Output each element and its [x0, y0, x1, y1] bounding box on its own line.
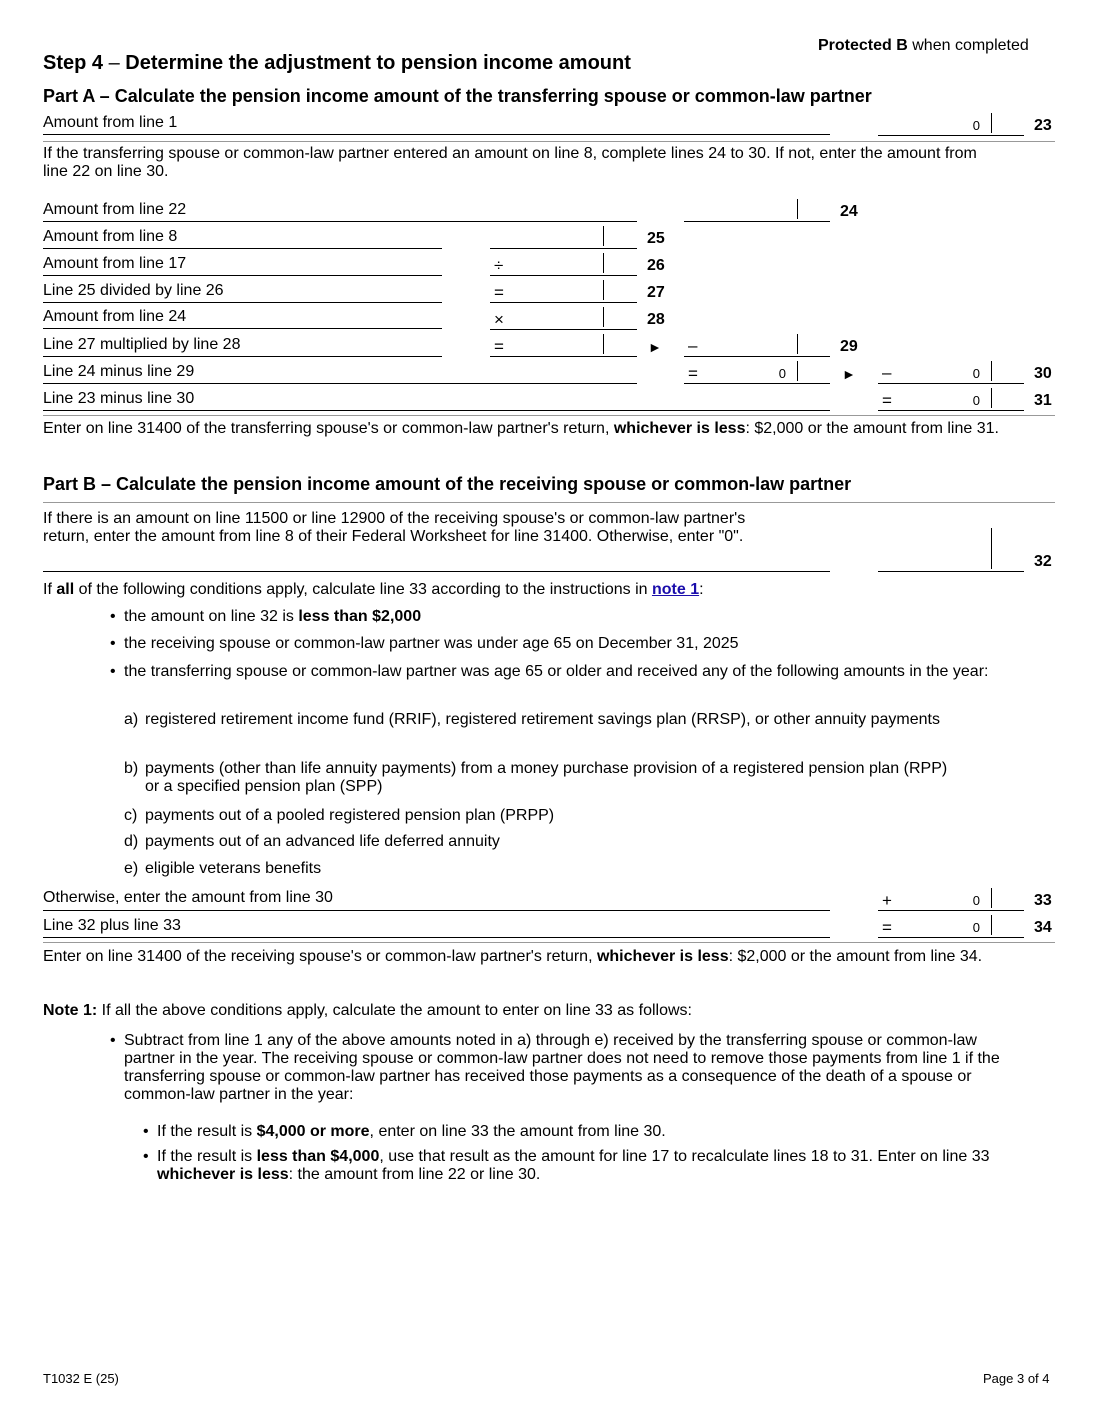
multiply-operator: ×	[494, 310, 504, 329]
line25-number: 25	[647, 230, 665, 247]
line34-field[interactable]: 0	[878, 915, 992, 938]
line32-cents-rule	[992, 571, 1024, 572]
line25-cents-rule	[604, 248, 637, 249]
line26-rule	[43, 275, 442, 276]
line34-number: 34	[1034, 919, 1052, 936]
line32-field[interactable]	[878, 528, 992, 572]
line29-rule	[43, 356, 442, 357]
line27-rule	[43, 302, 442, 303]
note1-intro: Note 1: If all the above conditions apply, calculate the amount to enter on line 33 as follows:	[43, 1002, 692, 1019]
line34-cents-rule	[992, 937, 1024, 938]
list-item: c) payments out of a pooled registered pension plan (PRPP)	[124, 807, 555, 824]
list-item: a) registered retirement income fund (RRIF), registered retirement savings plan (RRSP), or other annuity payments	[124, 711, 940, 728]
line29-number: 29	[840, 338, 858, 355]
line34-rule	[43, 937, 830, 938]
line26-label: Amount from line 17	[43, 255, 187, 272]
part-b-title: Part B – Calculate the pension income amount of the receiving spouse or common-law partner	[43, 474, 852, 494]
line30-number: 30	[1034, 365, 1052, 382]
form-id: T1032 E (25)	[43, 1371, 119, 1386]
line30-cents-rule	[992, 383, 1024, 384]
line24-rule	[43, 221, 637, 222]
divider	[43, 502, 1055, 503]
divide-operator: ÷	[494, 256, 504, 275]
condition-bullet-1: • the amount on line 32 is less than $2,000	[110, 608, 1044, 626]
line31-rule	[43, 410, 830, 411]
line26-cents-rule	[604, 275, 637, 276]
line33-label: Otherwise, enter the amount from line 30	[43, 889, 333, 906]
note1-sub-bullet-1: • If the result is $4,000 or more, enter on line 33 the amount from line 30.	[143, 1123, 1057, 1141]
condition-bullet-3: • the transferring spouse or common-law partner was age 65 or older and received any of the following amounts in the year:	[110, 663, 1044, 681]
line28-number: 28	[647, 311, 665, 328]
line32-number: 32	[1034, 553, 1052, 570]
note1-link[interactable]: note 1	[651, 581, 700, 598]
list-item: b) payments (other than life annuity payments) from a money purchase provision of a registered pension plan (RPP) or a specified pension plan (SPP)	[124, 760, 948, 795]
protected-b-notice: Protected B when completed	[818, 37, 1029, 54]
divider	[43, 141, 1055, 142]
line30-rule	[43, 383, 637, 384]
line27-cents-rule	[604, 302, 637, 303]
note1-sub-bullet-2: • If the result is less than $4,000, use that result as the amount for line 17 to recalculate lines 18 to 31. Enter on line 33 whichever is less: the amount from line 22 or line 30.	[143, 1148, 1057, 1184]
divider	[43, 415, 1055, 416]
equals-operator: =	[494, 337, 504, 356]
line29-label: Line 27 multiplied by line 28	[43, 336, 241, 353]
part-a-title: Part A – Calculate the pension income amount of the transferring spouse or common-law partner	[43, 86, 872, 106]
line24-label: Amount from line 22	[43, 201, 187, 218]
line23-cents-rule	[992, 135, 1024, 136]
line31-number: 31	[1034, 392, 1052, 409]
minus-operator: –	[688, 336, 698, 355]
arrow-right-icon: ►	[842, 366, 856, 382]
equals-operator: =	[688, 364, 698, 383]
part-b-enter-instruction: Enter on line 31400 of the receiving spouse's or common-law partner's return, whichever is less: $2,000 or the amount from line 34.	[43, 948, 983, 965]
line23-rule	[43, 134, 830, 135]
amount-type-list	[124, 711, 984, 884]
equals-operator: =	[882, 391, 892, 410]
line24-field[interactable]	[684, 199, 798, 222]
plus-operator: +	[882, 891, 892, 910]
line32-instruction: If there is an amount on line 11500 or line 12900 of the receiving spouse's or common-law partner's return, enter the amount from line 8 of their Federal Worksheet for line 31400. Otherwise, enter "0".	[43, 510, 746, 545]
line33-rule	[43, 910, 830, 911]
line25-field[interactable]	[490, 226, 604, 249]
part-a-instruction: If the transferring spouse or common-law partner entered an amount on line 8, complete lines 24 to 30. If not, enter the amount from line 22 on line 30.	[43, 145, 977, 180]
line28-field[interactable]	[490, 307, 604, 330]
line34-label: Line 32 plus line 33	[43, 917, 181, 934]
line25-rule	[43, 248, 442, 249]
page-number: Page 3 of 4	[983, 1371, 1050, 1386]
divider	[43, 942, 1055, 943]
list-item: d) payments out of an advanced life deferred annuity	[124, 833, 500, 850]
condition-bullet-2: • the receiving spouse or common-law partner was under age 65 on December 31, 2025	[110, 635, 1044, 653]
line29-field[interactable]	[684, 334, 798, 357]
line29-cents-rule	[798, 356, 830, 357]
line23-number: 23	[1034, 117, 1052, 134]
step-title: Step 4 – Determine the adjustment to pension income amount	[43, 52, 631, 74]
line29-product-field[interactable]	[490, 334, 604, 357]
line26-field[interactable]	[490, 253, 604, 276]
conditions-intro: If all of the following conditions apply, calculate line 33 according to the instructions in note 1:	[43, 581, 704, 598]
arrow-right-icon: ►	[648, 339, 662, 355]
line28-cents-rule	[604, 329, 637, 330]
equals-operator: =	[494, 283, 504, 302]
line27-label: Line 25 divided by line 26	[43, 282, 224, 299]
line26-number: 26	[647, 257, 665, 274]
line25-label: Amount from line 8	[43, 228, 178, 245]
line33-cents-rule	[992, 910, 1024, 911]
note1-bullet: • Subtract from line 1 any of the above amounts noted in a) through e) received by the transferring spouse or common-law partner in the year. The receiving spouse or common-law partner does not need to remove those payments from line 1 if the transferring spouse or common-law partner has received those payments as a consequence of the death of a spouse or common-law partner in the year:	[110, 1032, 1024, 1104]
line30-difference-cents-rule	[798, 383, 830, 384]
line24-cents-rule	[798, 221, 830, 222]
line33-number: 33	[1034, 892, 1052, 909]
line32-rule	[43, 571, 830, 572]
line28-rule	[43, 328, 442, 329]
line23-label: Amount from line 1	[43, 114, 178, 131]
line23-field[interactable]: 0	[878, 113, 992, 136]
line31-label: Line 23 minus line 30	[43, 390, 195, 407]
line30-difference-field[interactable]: 0	[684, 361, 798, 384]
line24-number: 24	[840, 203, 858, 220]
list-item: e) eligible veterans benefits	[124, 860, 322, 877]
line29-product-cents-rule	[604, 356, 637, 357]
line31-cents-rule	[992, 410, 1024, 411]
line30-field[interactable]: 0	[878, 361, 992, 384]
line30-label: Line 24 minus line 29	[43, 363, 195, 380]
line28-label: Amount from line 24	[43, 308, 187, 325]
part-a-enter-instruction: Enter on line 31400 of the transferring spouse's or common-law partner's return, whichever is less: $2,000 or the amount from line 31.	[43, 420, 999, 437]
equals-operator: =	[882, 918, 892, 937]
line27-number: 27	[647, 284, 665, 301]
minus-operator: –	[882, 363, 892, 382]
line31-field[interactable]: 0	[878, 388, 992, 411]
line27-field[interactable]	[490, 280, 604, 303]
line33-field[interactable]: 0	[878, 888, 992, 911]
